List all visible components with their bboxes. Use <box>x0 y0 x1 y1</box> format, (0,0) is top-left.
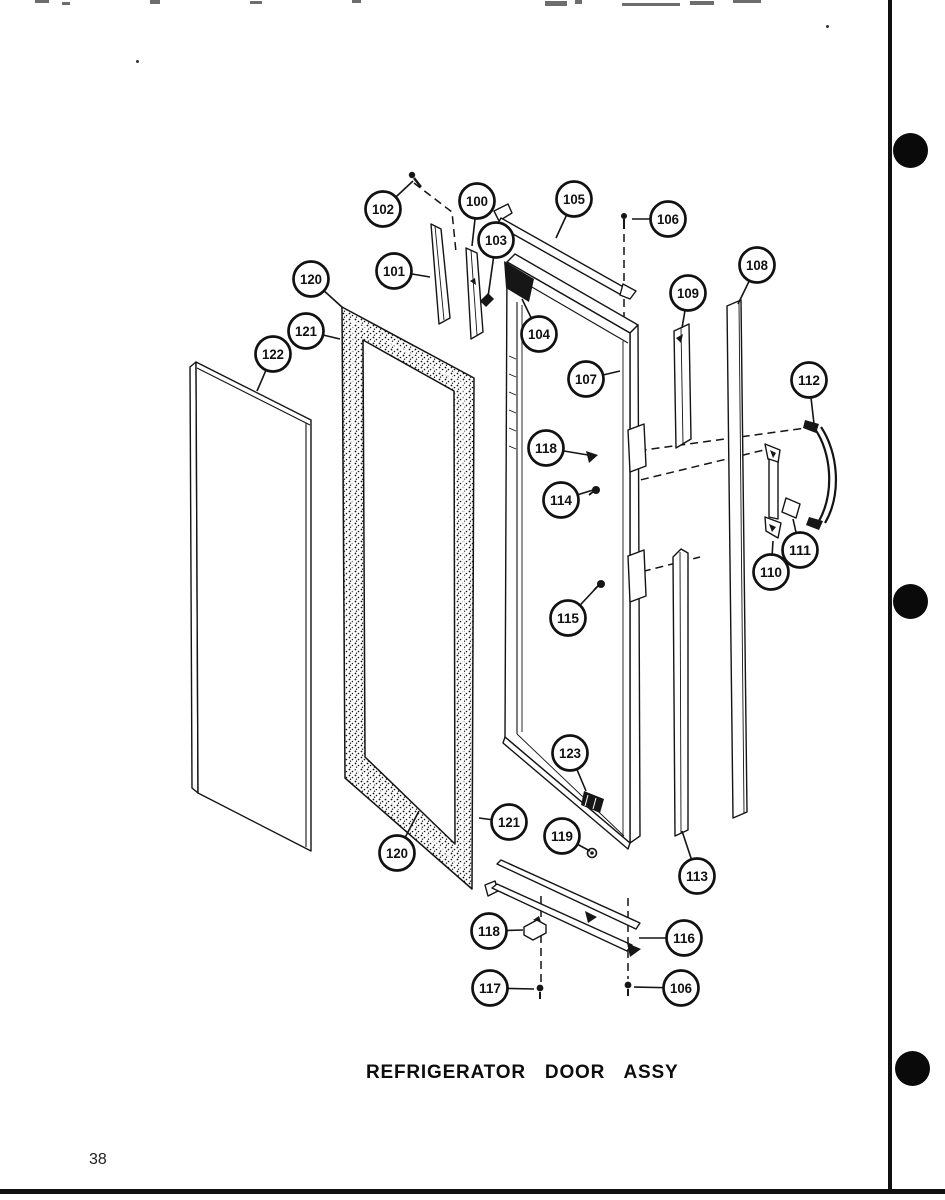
callout-121 <box>289 314 341 349</box>
svg-text:121: 121 <box>295 323 318 339</box>
callout-102 <box>366 181 414 227</box>
svg-text:109: 109 <box>677 285 699 301</box>
svg-text:111: 111 <box>789 542 812 558</box>
diagram-title: REFRIGERATOR DOOR ASSY <box>366 1062 679 1083</box>
part-shape-112-curved-trim <box>803 420 836 530</box>
binding-hole-dot <box>895 1051 930 1086</box>
callout-108 <box>738 248 775 305</box>
svg-text:117: 117 <box>479 980 501 996</box>
callout-120 <box>294 262 344 309</box>
callout-118 <box>472 914 524 949</box>
svg-text:106: 106 <box>670 980 693 996</box>
callout-106 <box>632 202 686 237</box>
svg-text:116: 116 <box>673 930 696 946</box>
callout-119 <box>545 819 591 854</box>
svg-text:106: 106 <box>657 211 680 227</box>
binding-hole-dot <box>893 133 928 168</box>
part-shape-109-bracket <box>674 324 691 448</box>
part-shape-108-side-retainer <box>727 300 747 818</box>
callout-113 <box>680 831 715 894</box>
svg-text:100: 100 <box>466 193 488 209</box>
callout-117 <box>473 971 535 1006</box>
part-shape-113-side-retainer <box>673 549 688 836</box>
callout-105 <box>556 182 592 239</box>
svg-text:104: 104 <box>528 326 551 342</box>
part-shape-111-shim <box>782 498 800 518</box>
page-number: 38 <box>89 1151 107 1168</box>
callout-122 <box>256 337 291 392</box>
callout-106 <box>634 971 699 1006</box>
screw-106-bottom <box>625 982 632 989</box>
screw-117 <box>537 985 544 992</box>
binding-hole-dot <box>893 584 928 619</box>
svg-text:103: 103 <box>485 232 508 248</box>
callout-112 <box>792 363 827 425</box>
svg-text:114: 114 <box>550 492 573 508</box>
svg-text:119: 119 <box>551 828 573 844</box>
svg-text:118: 118 <box>535 440 558 456</box>
svg-text:115: 115 <box>557 610 580 626</box>
callout-101 <box>377 254 431 289</box>
svg-text:102: 102 <box>372 201 394 217</box>
svg-text:120: 120 <box>300 271 322 287</box>
scan-page-edge-bottom <box>0 1189 945 1194</box>
svg-text:110: 110 <box>760 564 782 580</box>
screw-103 <box>480 293 494 307</box>
callout-116 <box>639 921 702 956</box>
part-shape-120-121-gasket <box>342 307 474 889</box>
part-shape-101-strip <box>431 224 450 324</box>
screw-102 <box>409 172 415 178</box>
screw-114 <box>592 486 600 494</box>
svg-text:120: 120 <box>386 845 408 861</box>
scan-page-edge-right <box>888 0 892 1193</box>
svg-text:105: 105 <box>563 191 586 207</box>
svg-text:112: 112 <box>798 372 820 388</box>
screw-106-top <box>621 213 627 219</box>
part-shape-100-strip <box>466 248 483 339</box>
svg-text:108: 108 <box>746 257 769 273</box>
part-shape-116-bottom-rail <box>485 860 641 957</box>
svg-text:101: 101 <box>383 263 406 279</box>
svg-text:107: 107 <box>575 371 597 387</box>
part-shape-118-clip <box>524 916 546 940</box>
svg-text:123: 123 <box>559 745 582 761</box>
svg-text:118: 118 <box>478 923 501 939</box>
svg-text:121: 121 <box>498 814 521 830</box>
callout-109 <box>671 276 706 329</box>
callout-121 <box>479 805 527 840</box>
svg-text:122: 122 <box>262 346 284 362</box>
part-shape-122-outer-panel <box>190 362 311 851</box>
part-shape-110-hinge-bracket <box>765 444 781 538</box>
svg-text:113: 113 <box>686 868 709 884</box>
